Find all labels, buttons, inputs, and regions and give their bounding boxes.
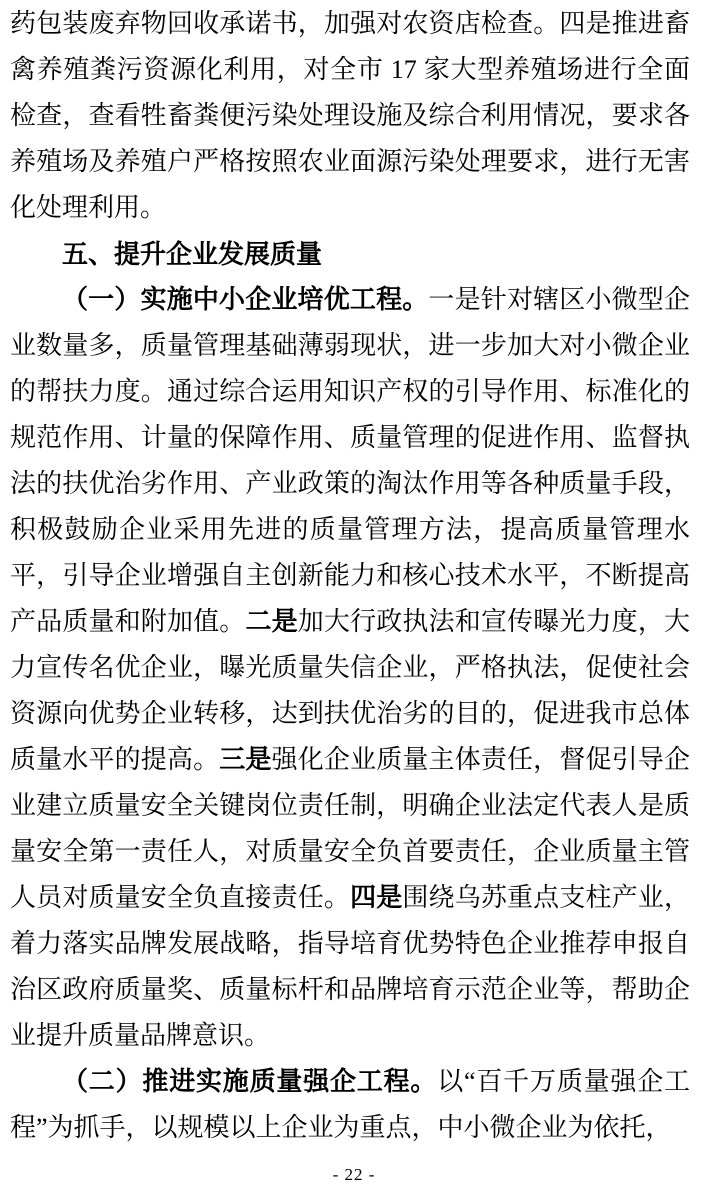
subsection-2-text-1: 以“百千万质量强企工程”为抓手，以规模以上企业为重点，中小微企业为依托， — [10, 1067, 690, 1142]
paragraph-subsection-2 — [10, 1059, 690, 1151]
subsection-1-text-3: 强化企业质量主体责任，督促引导企业建立质量安全关键岗位责任制，明确企业法定代表人是质量安全第一责任人，对质量安全负首要责任，企业质量主管人员对质量安全负直接责任。 — [10, 745, 690, 912]
subsection-1-text-2: 加大行政执法和宣传曝光力度，大力宣传名优企业，曝光质量失信企业，严格执法，促使社会资源向优势企业转移，达到扶优治劣的目的，促进我市总体质量水平的提高。 — [10, 607, 690, 774]
subsection-1-marker-3: 三是 — [219, 745, 272, 774]
subsection-2-lead: （二）推进实施质量强企工程。 — [62, 1067, 438, 1096]
subsection-1-lead: （一）实施中小企业培优工程。 — [62, 285, 429, 314]
subsection-1-marker-2: 二是 — [245, 607, 298, 636]
paragraph-continuation: 药包装废弃物回收承诺书，加强对农资店检查。四是推进畜禽养殖粪污资源化利用，对全市 17 家大型养殖场进行全面检查，查看牲畜粪便污染处理设施及综合利用情况，要求各养殖场及养殖户严格按照农业面源污染处理要求，进行无害化处理利用。 — [10, 9, 690, 222]
paragraph-subsection-1 — [10, 277, 690, 1059]
page-number: - 22 - — [332, 1165, 376, 1184]
subsection-1-text-4: 围绕乌苏重点支柱产业，着力落实品牌发展战略，指导培育优势特色企业推荐申报自治区政府质量奖、质量标杆和品牌培育示范企业等，帮助企业提升质量品牌意识。 — [10, 883, 690, 1050]
subsection-1-text-1: 一是针对辖区小微型企业数量多，质量管理基础薄弱现状，进一步加大对小微企业的帮扶力度。通过综合运用知识产权的引导作用、标准化的规范作用、计量的保障作用、质量管理的促进作用、监督执法的扶优治劣作用、产业政策的淘汰作用等各种质量手段，积极鼓励企业采用先进的质量管理方法，提高质量管理水平，引导企业增强自主创新能力和核心技术水平，不断提高产品质量和附加值。 — [10, 285, 690, 636]
subsection-1-marker-4: 四是 — [350, 883, 403, 912]
section-heading: 五、提升企业发展质量 — [62, 239, 323, 269]
